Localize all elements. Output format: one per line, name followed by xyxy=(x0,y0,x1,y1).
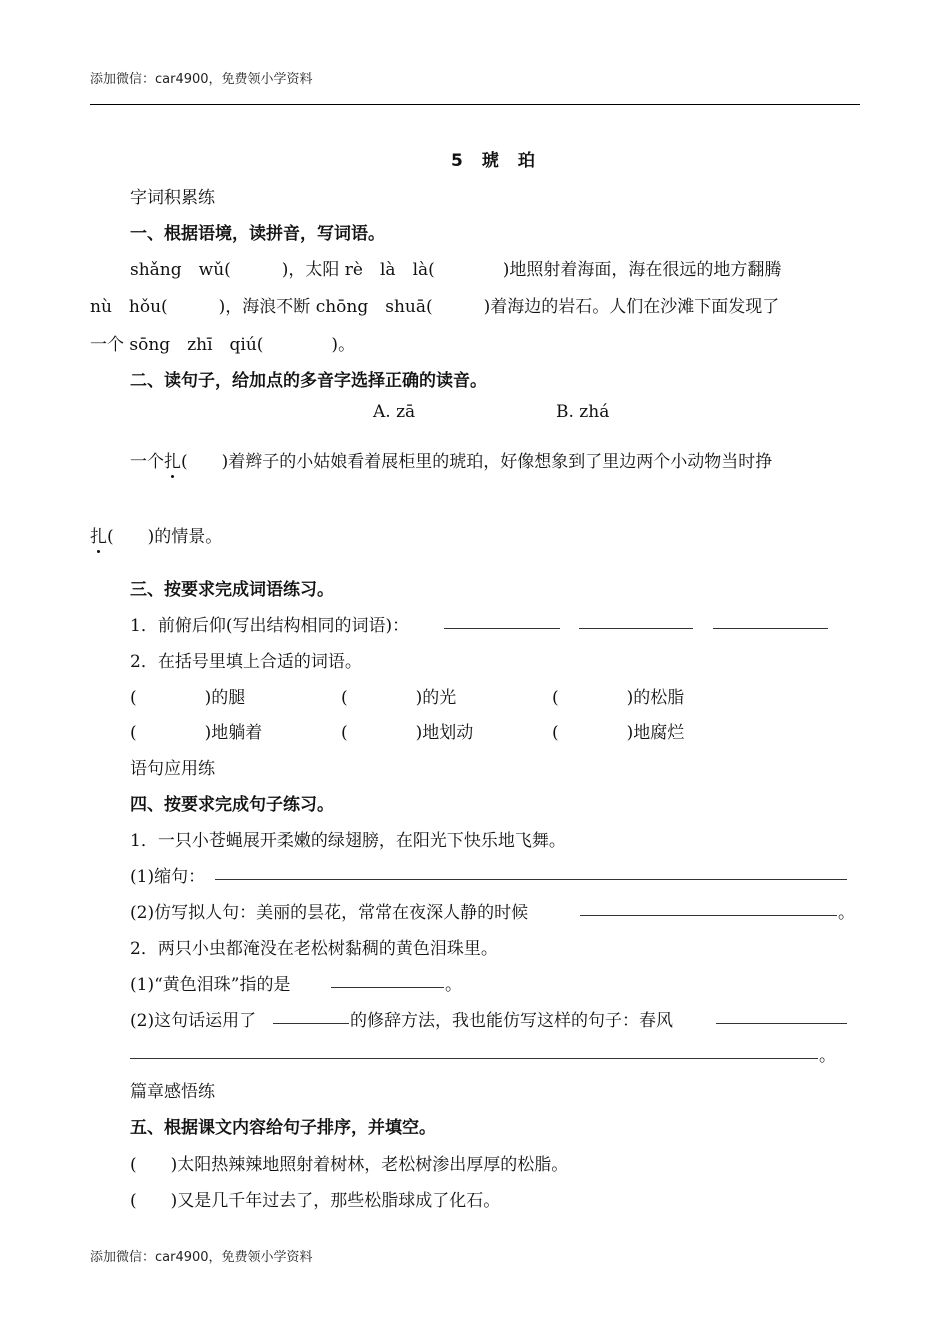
option-b: B. zhá xyxy=(556,402,610,422)
sentence-period: 。 xyxy=(819,1046,836,1066)
section-heading-sentences: 语句应用练 xyxy=(130,759,215,779)
sentence-end: ( )的情景。 xyxy=(107,527,223,547)
q4-item-2b-end: 的修辞方法，我也能仿写这样的句子：春风 xyxy=(350,1011,673,1031)
q3-item-2: 2．在括号里填上合适的词语。 xyxy=(130,652,362,672)
section-heading-words: 字词积累练 xyxy=(130,188,215,208)
answer-blank[interactable] xyxy=(130,1042,818,1059)
option-a: A. zā xyxy=(373,402,416,422)
answer-blank[interactable] xyxy=(273,1007,349,1024)
dotted-char-1: 扎 xyxy=(164,447,181,472)
dotted-char-2: 扎 xyxy=(90,522,107,547)
answer-blank[interactable] xyxy=(331,971,444,988)
fill-item: ( )的腿 xyxy=(130,688,246,708)
q4-item-1: 1．一只小苍蝇展开柔嫩的绿翅膀，在阳光下快乐地飞舞。 xyxy=(130,831,566,851)
question-5-title: 五、根据课文内容给句子排序，并填空。 xyxy=(130,1118,436,1138)
q4-item-2a: (1)“黄色泪珠”指的是 xyxy=(130,975,291,995)
answer-blank[interactable] xyxy=(444,612,560,629)
q4-item-1a: (1)缩句： xyxy=(130,867,206,887)
q3-item-1 xyxy=(130,611,409,636)
pinyin-line-3: 一个 sōng zhī qiú( )。 xyxy=(90,335,356,355)
answer-blank[interactable] xyxy=(579,612,693,629)
header-divider xyxy=(90,104,860,105)
ordering-item: ( )太阳热辣辣地照射着树林，老松树渗出厚厚的松脂。 xyxy=(130,1155,569,1175)
answer-blank[interactable] xyxy=(716,1007,847,1024)
q4-item-2b-start: (2)这句话运用了 xyxy=(130,1011,257,1031)
pinyin-line-1: shǎng wǔ( )，太阳 rè là là( )地照射着海面，海在很远的地方翻腾 xyxy=(130,260,782,280)
question-4-title: 四、按要求完成句子练习。 xyxy=(130,795,334,815)
sentence-period: 。 xyxy=(445,975,462,995)
section-heading-passage: 篇章感悟练 xyxy=(130,1082,215,1102)
fill-item: ( )的松脂 xyxy=(552,688,685,708)
answer-blank[interactable] xyxy=(215,863,847,880)
question-2-title: 二、读句子，给加点的多音字选择正确的读音。 xyxy=(130,371,487,391)
question-1-title: 一、根据语境，读拼音，写词语。 xyxy=(130,224,385,244)
sentence-period: 。 xyxy=(838,903,855,923)
fill-item: ( )的光 xyxy=(341,688,457,708)
answer-blank[interactable] xyxy=(580,899,837,916)
sentence-start: 一个 xyxy=(130,452,164,472)
sentence-rest: ( )着辫子的小姑娘看着展柜里的琥珀，好像想象到了里边两个小动物当时挣 xyxy=(181,452,773,472)
page-title: 5 琥 珀 xyxy=(451,151,536,171)
fill-item: ( )地腐烂 xyxy=(552,723,685,743)
fill-item: ( )地躺着 xyxy=(130,723,263,743)
q4-item-1b: (2)仿写拟人句：美丽的昙花，常常在夜深人静的时候 xyxy=(130,903,529,923)
answer-blank[interactable] xyxy=(713,612,828,629)
polyphone-sentence-line-1 xyxy=(130,447,772,472)
q3-item-1-text: 1．前俯后仰(写出结构相同的词语)： xyxy=(130,616,410,636)
page-header: 添加微信：car4900，免费领小学资料 xyxy=(90,72,313,87)
q4-item-2: 2．两只小虫都淹没在老松树黏稠的黄色泪珠里。 xyxy=(130,939,498,959)
page-footer: 添加微信：car4900，免费领小学资料 xyxy=(90,1250,313,1265)
fill-item: ( )地划动 xyxy=(341,723,474,743)
polyphone-sentence-line-2 xyxy=(90,522,222,547)
pinyin-line-2: nù hǒu( )，海浪不断 chōng shuā( )着海边的岩石。人们在沙滩下面发现了 xyxy=(90,297,780,317)
question-3-title: 三、按要求完成词语练习。 xyxy=(130,580,334,600)
ordering-item: ( )又是几千年过去了，那些松脂球成了化石。 xyxy=(130,1191,501,1211)
